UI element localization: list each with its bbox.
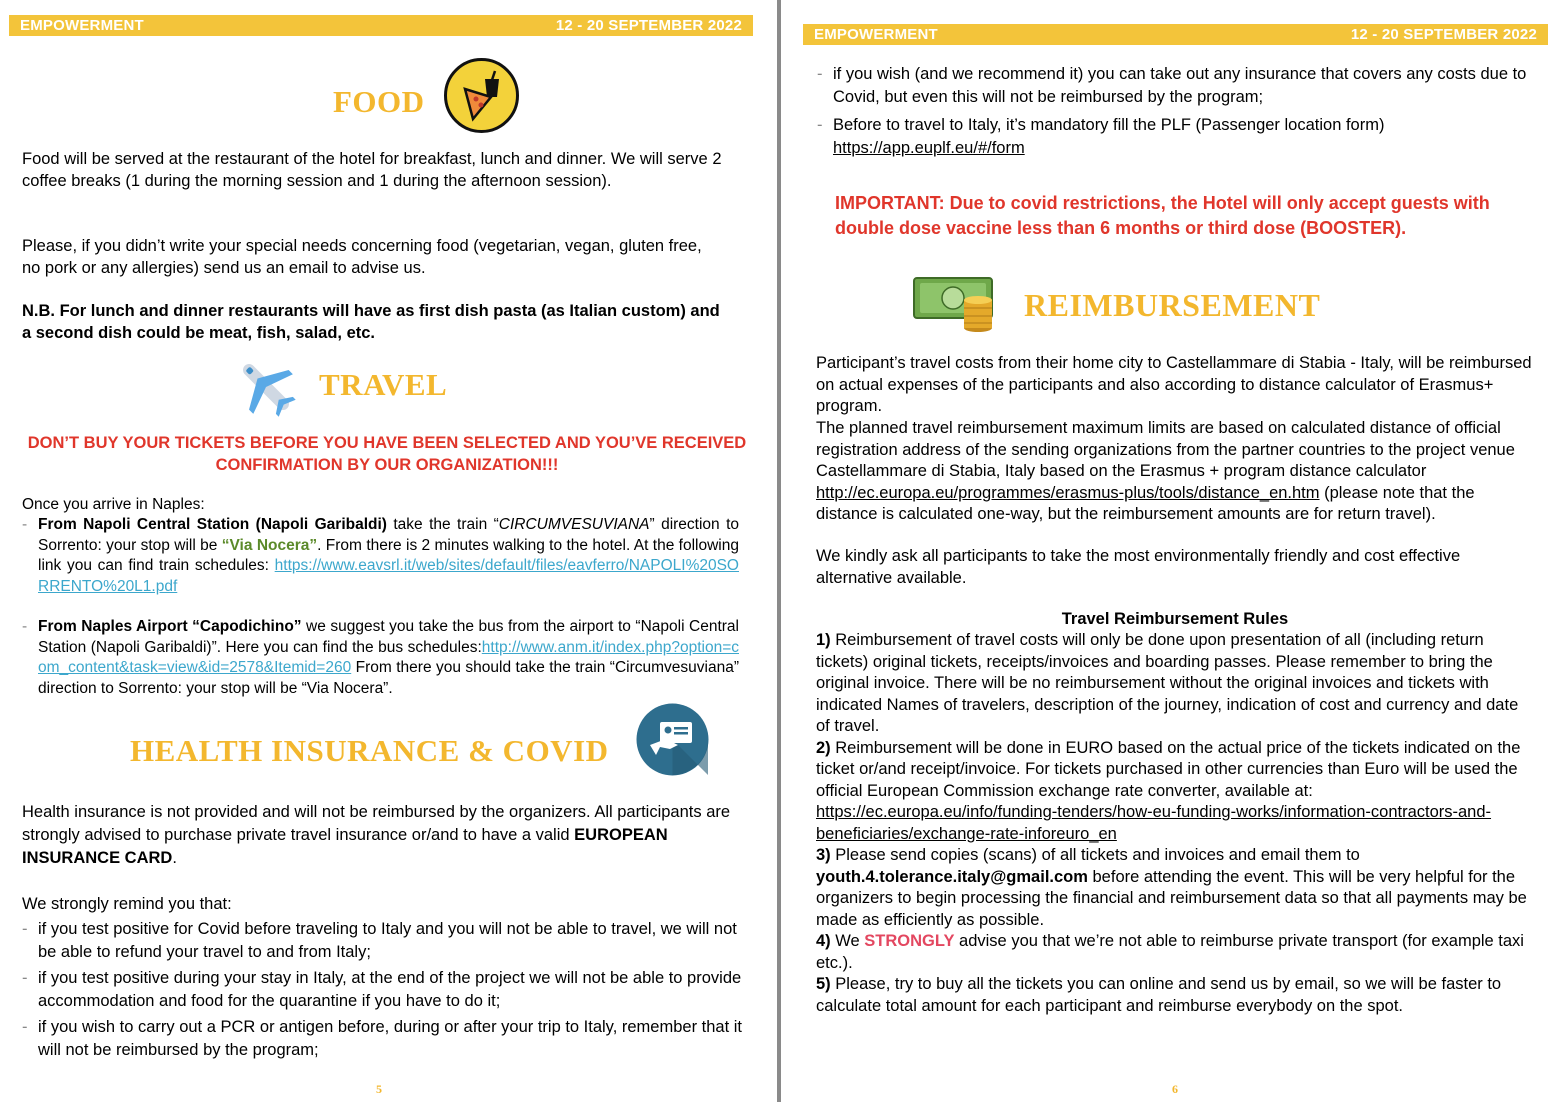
header-dates: 12 - 20 SEPTEMBER 2022 (1350, 26, 1537, 43)
page-number: 6 (1172, 1082, 1178, 1096)
reimbursement-paragraph-2: The planned travel reimbursement maximum limits are based on calculated distance of official registration address of the sending organizations from the partner countries to the project venue Castellammare di Stabia, Italy based on the Erasmus + program distance calculator http://ec.europa.eu/programmes/erasmus-plus/tools/distance_en.htm (please note that the distance is calculated one-way, but the reimbursement amounts are for return travel). (816, 419, 1515, 523)
bus-schedule-link[interactable]: http://www.anm.it/index.php?option=com_content&task=view&id=2578&Itemid=260 (38, 638, 739, 676)
page-number: 5 (376, 1082, 382, 1096)
food-paragraph-2: Please, if you didn’t write your special needs concerning food (vegetarian, vegan, gluten free, no pork or any allergies) send us an email to advise us. (22, 237, 702, 277)
health-title: HEALTH INSURANCE & COVID (130, 733, 609, 768)
plf-link[interactable]: https://app.euplf.eu/#/form (833, 139, 1025, 157)
header-bar (9, 15, 753, 36)
covid-list-continued (817, 63, 1527, 160)
covid-item: - if you wish (and we recommend it) you can take out any insurance that covers any costs due to Covid, but even this will not be reimbursed by the program; (817, 63, 1527, 109)
header-title: EMPOWERMENT (20, 17, 144, 34)
header-dates: 12 - 20 SEPTEMBER 2022 (555, 17, 742, 34)
health-list (22, 918, 744, 1062)
rules-body (816, 630, 1536, 1017)
food-note: N.B. For lunch and dinner restaurants will have as first dish pasta (as Italian custom) and a second dish could be meat, fish, salad, etc. (22, 302, 720, 342)
travel-title: TRAVEL (319, 367, 448, 402)
distance-calculator-link[interactable]: http://ec.europa.eu/programmes/erasmus-plus/tools/distance_en.htm (816, 483, 1320, 502)
rules-title: Travel Reimbursement Rules (1061, 610, 1289, 628)
airplane-icon (232, 353, 300, 421)
travel-item-airport: - From Naples Airport “Capodichino” we suggest you take the bus from the airport to “Napoli Central Station (Napoli Garibaldi)”. Here you can find the bus schedules:http://www.anm.it/index.php?option=com_content&task=view&id=2578&Itemid=260 From there you should take the train “Circumvesuviana” direction to Sorrento: your stop will be “Via Nocera”. (22, 617, 739, 699)
travel-warning: DON’T BUY YOUR TICKETS BEFORE YOU HAVE BEEN SELECTED AND YOU’VE RECEIVED CONFIRMATION BY OUR ORGANIZATION!!! (27, 434, 747, 474)
health-paragraph: Health insurance is not provided and will not be reimbursed by the organizers. All participants are strongly advised to purchase private travel insurance or/and to have a valid EUROPEAN INSURANCE CARD. (22, 803, 731, 867)
reimbursement-paragraph-1: Participant’s travel costs from their home city to Castellammare di Stabia - Italy, will be reimbursed on actual expenses of the participants and also according to distance calculator of Erasmus+ program. (816, 354, 1532, 415)
money-icon (912, 268, 1000, 334)
header-bar (803, 24, 1548, 45)
rule-1: 1) Reimbursement of travel costs will only be done upon presentation of all (including return tickets) original tickets, receipts/invoices and boarding passes. Please remember to bring the original invoice. There will be no reimbursement without the original invoices and tickets with indicated Names of travelers, description of the journey, indication of cost and currency and date of travel. (816, 631, 1519, 735)
health-item: - if you test positive during your stay in Italy, at the end of the project we will not be able to provide accommodation and food for the quarantine if you have to do it; (22, 967, 744, 1013)
exchange-rate-link[interactable]: https://ec.europa.eu/info/funding-tenders/how-eu-funding-works/information-contractors-and-beneficiaries/exchange-rate-inforeuro_en (816, 803, 1492, 843)
health-remind: We strongly remind you that: (22, 895, 232, 913)
travel-intro: Once you arrive in Naples: (22, 496, 205, 513)
important-notice: IMPORTANT: Due to covid restrictions, the Hotel will only accept guests with double dose vaccine less than 6 months or third dose (BOOSTER). (835, 193, 1490, 238)
travel-item-train: - From Napoli Central Station (Napoli Garibaldi) take the train “CIRCUMVESUVIANA” direction to Sorrento: your stop will be “Via Nocera”. From there is 2 minutes walking to the hotel. At the following link you can find train schedules: https://www.eavsrl.it/web/sites/default/files/eavferro/NAPOLI%20SORRENTO%20L1.pdf (22, 515, 739, 597)
health-item: - if you wish to carry out a PCR or antigen before, during or after your trip to Italy, remember that it will not be reimbursed by the program; (22, 1016, 744, 1062)
rule-3: 3) Please send copies (scans) of all tickets and invoices and email them to youth.4.tolerance.italy@gmail.com before attending the event. This will be very helpful for the organizers to begin processing the financial and reimbursement data so that all payments may be made as efficiently as possible. (816, 846, 1527, 929)
food-paragraph-1: Food will be served at the restaurant of the hotel for breakfast, lunch and dinner. We will serve 2 coffee breaks (1 during the morning session and 1 during the afternoon session). (22, 150, 722, 190)
travel-list (22, 515, 739, 699)
contact-email[interactable]: youth.4.tolerance.italy@gmail.com (816, 867, 1088, 886)
page-6 (781, 0, 1566, 1102)
food-title: FOOD (333, 84, 425, 119)
rule-4: 4) We STRONGLY advise you that we’re not able to reimburse private transport (for example taxi etc.). (816, 932, 1524, 972)
covid-item: - Before to travel to Italy, it’s mandatory fill the PLF (Passenger location form) https://app.euplf.eu/#/form (817, 114, 1527, 160)
food-icon (443, 57, 520, 134)
insurance-card-icon (636, 703, 709, 776)
train-schedule-link[interactable]: https://www.eavsrl.it/web/sites/default/files/eavferro/NAPOLI%20SORRENTO%20L1.pdf (38, 557, 739, 595)
rule-5: 5) Please, try to buy all the tickets you can online and send us by email, so we will be faster to calculate total amount for each participant and reimburse everybody on the spot. (816, 975, 1502, 1015)
rule-2: 2) Reimbursement will be done in EURO based on the actual price of the tickets indicated on the ticket or/and receipt/invoice. For tickets purchased in other currencies than Euro will be used the official European Commission exchange rate converter, available at: https://ec.europa.eu/info/funding-tenders/how-eu-funding-works/information-contractors-and-beneficiaries/exchange-rate-inforeuro_en (816, 738, 1521, 843)
reimbursement-title: REIMBURSEMENT (1024, 287, 1321, 323)
health-item: - if you test positive for Covid before traveling to Italy and you will not be able to travel, we will not be able to refund your travel to and from Italy; (22, 918, 744, 964)
reimbursement-paragraph-3: We kindly ask all participants to take the most environmentally friendly and cost effective alternative available. (816, 547, 1461, 587)
header-title: EMPOWERMENT (814, 26, 938, 43)
page-5 (0, 0, 777, 1102)
